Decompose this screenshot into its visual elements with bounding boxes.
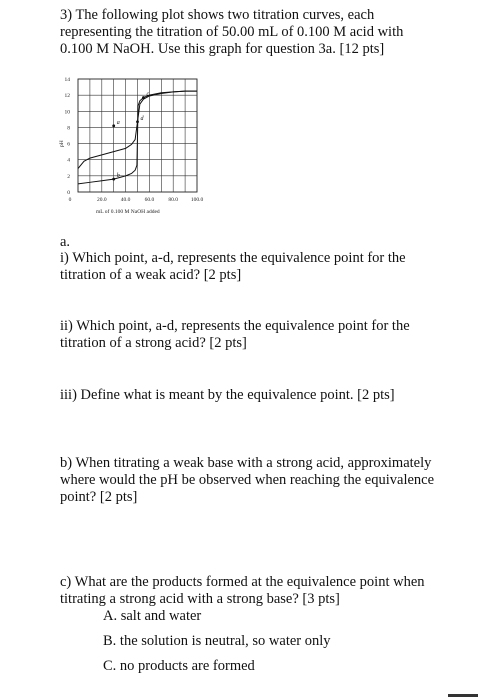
- option-b: B. the solution is neutral, so water only: [103, 633, 331, 649]
- scroll-indicator: [448, 694, 478, 697]
- part-a-ii-line-2: titration of a strong acid? [2 pts]: [60, 335, 247, 351]
- part-a-i-line-1: i) Which point, a-d, represents the equivalence point for the: [60, 250, 406, 266]
- question-3-line-2: representing the titration of 50.00 mL of 0.100 M acid with: [60, 24, 404, 40]
- x-tick-label: 60.0: [144, 197, 155, 203]
- point-a-label: a: [116, 119, 120, 126]
- y-tick-label: 6: [67, 141, 70, 148]
- point-d-label: d: [140, 115, 144, 122]
- part-a-iii-line-1: iii) Define what is meant by the equivalence point. [2 pts]: [60, 387, 395, 403]
- y-tick-label: 2: [67, 173, 70, 180]
- point-d-marker: [136, 120, 139, 123]
- point-b-marker: [112, 178, 115, 181]
- part-b-line-2: where would the pH be observed when reaching the equivalence: [60, 472, 435, 488]
- question-3-line-1: 3) The following plot shows two titration curves, each: [60, 7, 375, 23]
- y-tick-label: 0: [67, 190, 70, 196]
- x-tick-label: 40.0: [120, 197, 131, 203]
- x-tick-label: 20.0: [96, 197, 107, 203]
- point-c-marker: [142, 96, 145, 99]
- x-axis-label: mL of 0.100 M NaOH added: [96, 209, 160, 215]
- x-tick-label: 0: [68, 197, 72, 203]
- titration-chart-svg: [52, 75, 222, 220]
- x-tick-label: 100.0: [190, 197, 204, 203]
- part-a-label: a.: [60, 234, 71, 250]
- part-c-line-2: titrating a strong acid with a strong base? [3 pts]: [60, 591, 340, 607]
- part-c-line-1: c) What are the products formed at the equivalence point when: [60, 574, 425, 590]
- point-c-label: c: [146, 91, 150, 98]
- part-b-line-1: b) When titrating a weak base with a strong acid, approximately: [60, 455, 432, 471]
- part-a-i-line-2: titration of a weak acid? [2 pts]: [60, 267, 242, 283]
- question-3-line-3: 0.100 M NaOH. Use this graph for question 3a. [12 pts]: [60, 41, 385, 57]
- x-tick-label: 80.0: [168, 197, 179, 203]
- y-tick-label: 10: [64, 109, 70, 116]
- y-tick-label: 14: [64, 77, 70, 83]
- part-a-ii-line-1: ii) Which point, a-d, represents the equivalence point for the: [60, 318, 410, 334]
- y-tick-label: 4: [67, 157, 70, 164]
- titration-chart: [52, 75, 222, 220]
- y-tick-label: 8: [67, 125, 70, 132]
- part-b-line-3: point? [2 pts]: [60, 489, 138, 505]
- y-axis-label: pH: [59, 140, 65, 147]
- option-c: C. no products are formed: [103, 658, 255, 674]
- option-a: A. salt and water: [103, 608, 202, 624]
- point-a-marker: [112, 124, 115, 127]
- y-tick-label: 12: [64, 93, 70, 100]
- point-b-label: b: [116, 173, 120, 180]
